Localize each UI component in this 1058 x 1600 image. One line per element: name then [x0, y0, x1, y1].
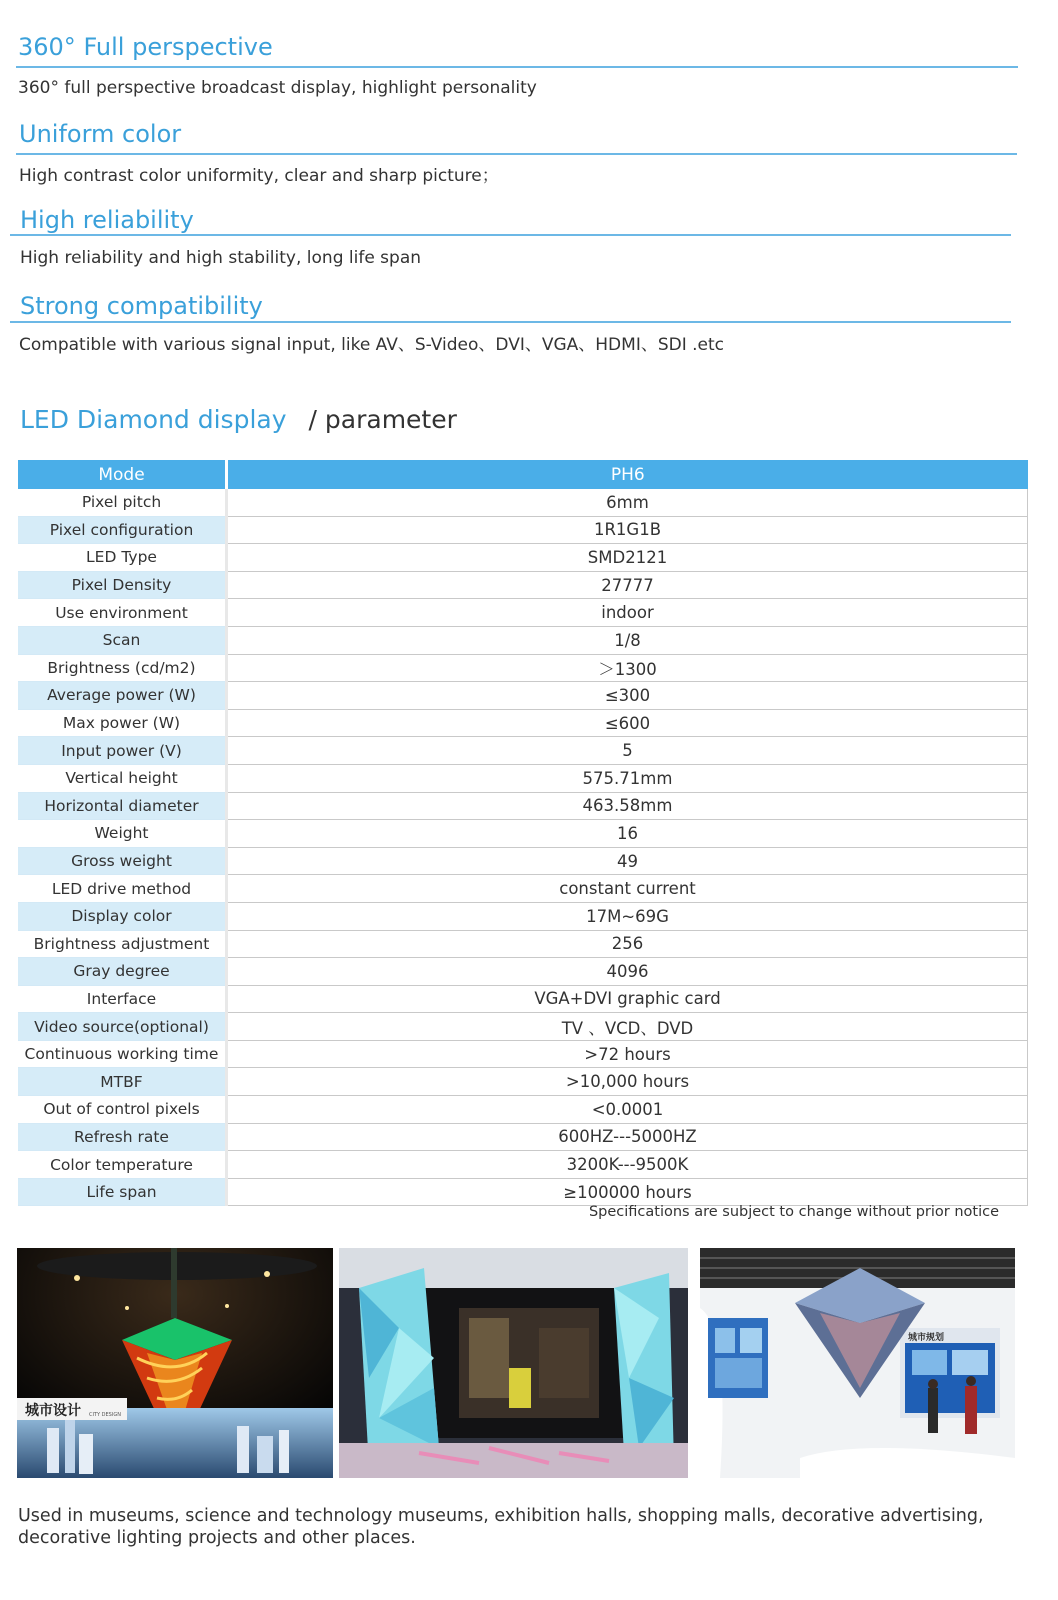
- section-divider: [10, 321, 1011, 323]
- spec-value: SMD2121: [227, 544, 1028, 572]
- spec-key: Pixel Density: [18, 571, 227, 599]
- photo-diamond-display-2: [339, 1248, 688, 1478]
- feature-title: Strong compatibility: [20, 292, 263, 320]
- spec-value: ＞1300: [227, 654, 1028, 682]
- table-row: [18, 1178, 1028, 1206]
- spec-value: 5: [227, 737, 1028, 765]
- table-row: [18, 1068, 1028, 1096]
- spec-value: 6mm: [227, 489, 1028, 516]
- header-value: PH6: [227, 460, 1028, 489]
- table-row: [18, 709, 1028, 737]
- spec-key: Refresh rate: [18, 1123, 227, 1151]
- spec-value: TV 、VCD、DVD: [227, 1013, 1028, 1041]
- spec-key: Out of control pixels: [18, 1096, 227, 1124]
- spec-value: >10,000 hours: [227, 1068, 1028, 1096]
- spec-key: Continuous working time: [18, 1040, 227, 1068]
- table-row: [18, 544, 1028, 572]
- feature-description: High reliability and high stability, long life span: [20, 248, 422, 268]
- spec-key: Input power (V): [18, 737, 227, 765]
- spec-key: Weight: [18, 820, 227, 848]
- spec-key: Video source(optional): [18, 1013, 227, 1041]
- spec-key: Brightness (cd/m2): [18, 654, 227, 682]
- table-row: [18, 958, 1028, 986]
- table-row: [18, 1040, 1028, 1068]
- spec-value: <0.0001: [227, 1096, 1028, 1124]
- spec-key: Interface: [18, 985, 227, 1013]
- feature-description: High contrast color uniformity, clear and sharp picture；: [19, 166, 499, 186]
- spec-value: ≤300: [227, 682, 1028, 710]
- spec-key: MTBF: [18, 1068, 227, 1096]
- spec-value: 3200K---9500K: [227, 1151, 1028, 1179]
- table-row: [18, 985, 1028, 1013]
- spec-key: Life span: [18, 1178, 227, 1206]
- spec-key: Brightness adjustment: [18, 930, 227, 958]
- table-row: [18, 764, 1028, 792]
- spec-key: Scan: [18, 626, 227, 654]
- spec-key: Use environment: [18, 599, 227, 627]
- photo1-sign-subtext: CITY DESIGN: [89, 1412, 121, 1418]
- feature-title: 360° Full perspective: [18, 33, 273, 61]
- table-row: [18, 737, 1028, 765]
- table-row: [18, 792, 1028, 820]
- spec-value: constant current: [227, 875, 1028, 903]
- spec-value: 27777: [227, 571, 1028, 599]
- spec-key: LED drive method: [18, 875, 227, 903]
- spec-value: indoor: [227, 599, 1028, 627]
- table-row: [18, 902, 1028, 930]
- table-row: [18, 489, 1028, 516]
- table-row: [18, 682, 1028, 710]
- spec-value: 575.71mm: [227, 764, 1028, 792]
- spec-value: 463.58mm: [227, 792, 1028, 820]
- table-row: [18, 626, 1028, 654]
- spec-value: 49: [227, 847, 1028, 875]
- spec-value: ≤600: [227, 709, 1028, 737]
- table-row: [18, 599, 1028, 627]
- table-row: [18, 654, 1028, 682]
- section-divider: [16, 153, 1017, 155]
- spec-key: Max power (W): [18, 709, 227, 737]
- spec-key: Average power (W): [18, 682, 227, 710]
- spec-value: 600HZ---5000HZ: [227, 1123, 1028, 1151]
- table-row: [18, 1123, 1028, 1151]
- usage-description: Used in museums, science and technology museums, exhibition halls, shopping malls, decorative advertising, decorative lighting projects and other places.: [18, 1506, 984, 1548]
- table-header-row: [18, 460, 1028, 489]
- spec-key: Pixel configuration: [18, 516, 227, 544]
- spec-value: >72 hours: [227, 1040, 1028, 1068]
- table-row: [18, 571, 1028, 599]
- table-row: [18, 1013, 1028, 1041]
- parameter-title: LED Diamond display: [20, 405, 287, 434]
- spec-value: 1R1G1B: [227, 516, 1028, 544]
- spec-value: 16: [227, 820, 1028, 848]
- spec-key: Gray degree: [18, 958, 227, 986]
- photo3-sign-text: 城市规划: [908, 1333, 945, 1343]
- photo1-sign-text: 城市设计: [25, 1403, 81, 1419]
- section-divider: [10, 234, 1011, 236]
- feature-description: 360° full perspective broadcast display, highlight personality: [18, 78, 537, 98]
- header-key: Mode: [18, 460, 227, 489]
- table-row: [18, 820, 1028, 848]
- spec-notice: Specifications are subject to change without prior notice: [588, 1204, 999, 1220]
- table-row: [18, 1151, 1028, 1179]
- spec-key: Display color: [18, 902, 227, 930]
- spec-key: Horizontal diameter: [18, 792, 227, 820]
- spec-key: Gross weight: [18, 847, 227, 875]
- table-row: [18, 930, 1028, 958]
- spec-table: [18, 460, 1028, 1206]
- feature-title: High reliability: [20, 206, 194, 234]
- feature-title: Uniform color: [19, 120, 182, 148]
- parameter-subtitle: / parameter: [308, 405, 457, 434]
- spec-value: 4096: [227, 958, 1028, 986]
- section-divider: [16, 66, 1018, 68]
- spec-value: 1/8: [227, 626, 1028, 654]
- spec-value: 256: [227, 930, 1028, 958]
- photo-diamond-display-3: [700, 1248, 1015, 1478]
- feature-description: Compatible with various signal input, like AV、S-Video、DVI、VGA、HDMI、SDI .etc: [19, 335, 725, 355]
- spec-key: Vertical height: [18, 764, 227, 792]
- photo-diamond-display-1: [17, 1248, 333, 1478]
- spec-key: Color temperature: [18, 1151, 227, 1179]
- table-row: [18, 847, 1028, 875]
- table-row: [18, 875, 1028, 903]
- parameter-heading: [20, 403, 457, 440]
- spec-value: ≥100000 hours: [227, 1178, 1028, 1206]
- spec-value: 17M~69G: [227, 902, 1028, 930]
- table-row: [18, 1096, 1028, 1124]
- spec-key: Pixel pitch: [18, 489, 227, 516]
- table-row: [18, 516, 1028, 544]
- spec-key: LED Type: [18, 544, 227, 572]
- spec-value: VGA+DVI graphic card: [227, 985, 1028, 1013]
